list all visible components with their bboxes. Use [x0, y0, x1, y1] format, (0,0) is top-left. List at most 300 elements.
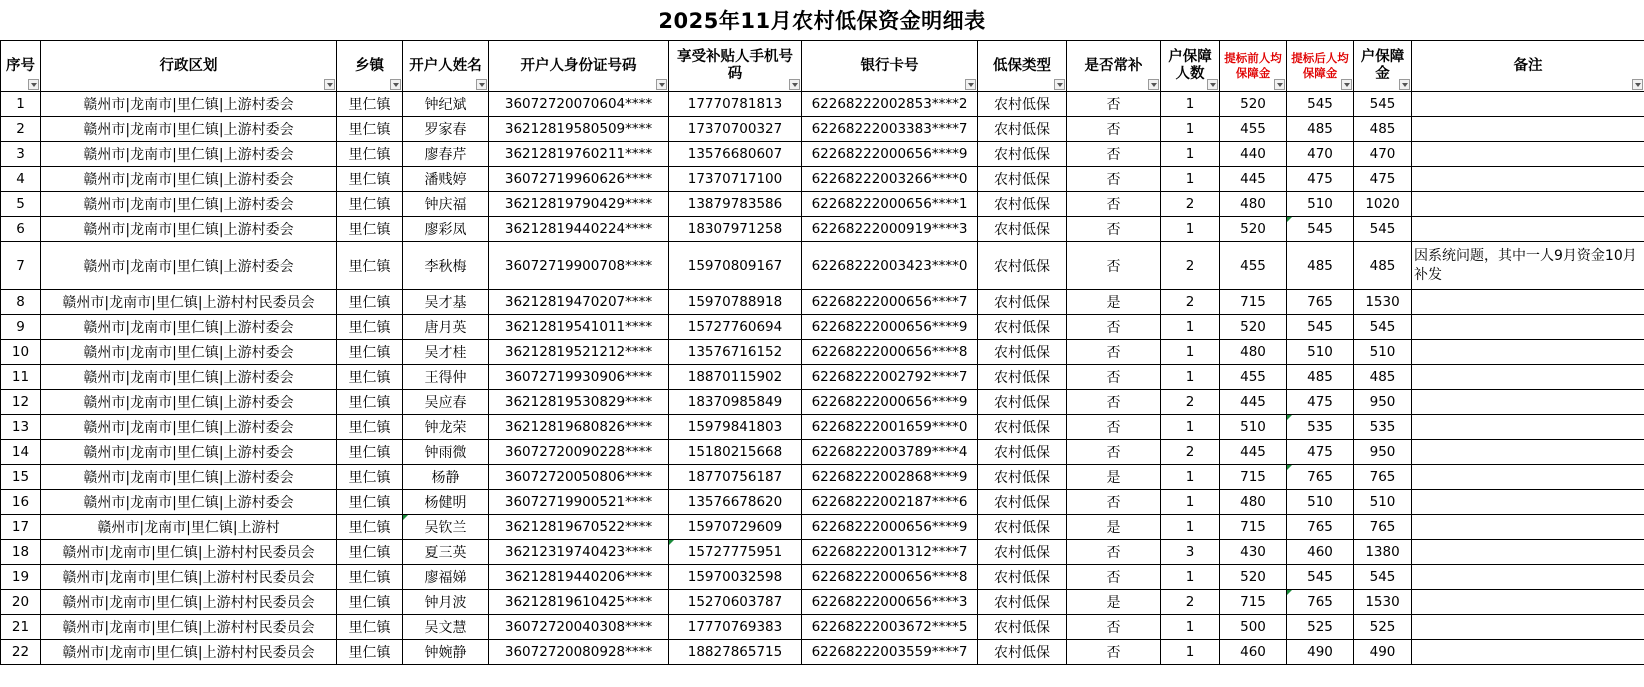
filter-dropdown-icon[interactable]: [1274, 79, 1285, 90]
cell-household-amount[interactable]: 510: [1354, 490, 1412, 515]
cell-index[interactable]: 18: [1, 540, 41, 565]
cell-phone[interactable]: 15979841803: [669, 415, 802, 440]
cell-holder-name[interactable]: 杨静: [403, 465, 489, 490]
cell-before-raise[interactable]: 480: [1220, 192, 1287, 217]
cell-remark[interactable]: [1412, 415, 1644, 440]
header-town[interactable]: 乡镇: [337, 41, 403, 92]
cell-before-raise[interactable]: 455: [1220, 242, 1287, 290]
cell-phone[interactable]: 18827865715: [669, 640, 802, 665]
cell-id-number[interactable]: 36212819530829****: [489, 390, 669, 415]
cell-after-raise[interactable]: 485: [1287, 242, 1354, 290]
cell-persons[interactable]: 2: [1161, 192, 1220, 217]
cell-holder-name[interactable]: 吴钦兰: [403, 515, 489, 540]
cell-type[interactable]: 农村低保: [978, 92, 1067, 117]
cell-town[interactable]: 里仁镇: [337, 192, 403, 217]
cell-before-raise[interactable]: 440: [1220, 142, 1287, 167]
cell-bank-card[interactable]: 62268222002792****7: [802, 365, 978, 390]
cell-regular[interactable]: 否: [1067, 415, 1161, 440]
cell-before-raise[interactable]: 520: [1220, 217, 1287, 242]
cell-index[interactable]: 13: [1, 415, 41, 440]
cell-id-number[interactable]: 36212819541011****: [489, 315, 669, 340]
cell-remark[interactable]: [1412, 315, 1644, 340]
cell-persons[interactable]: 1: [1161, 415, 1220, 440]
cell-region[interactable]: 赣州市|龙南市|里仁镇|上游村委会: [41, 390, 337, 415]
cell-type[interactable]: 农村低保: [978, 365, 1067, 390]
header-bank-card[interactable]: 银行卡号: [802, 41, 978, 92]
cell-index[interactable]: 19: [1, 565, 41, 590]
cell-regular[interactable]: 否: [1067, 315, 1161, 340]
cell-remark[interactable]: [1412, 217, 1644, 242]
cell-bank-card[interactable]: 62268222003423****0: [802, 242, 978, 290]
cell-town[interactable]: 里仁镇: [337, 390, 403, 415]
cell-id-number[interactable]: 36212819470207****: [489, 290, 669, 315]
header-id-number[interactable]: 开户人身份证号码: [489, 41, 669, 92]
cell-remark[interactable]: [1412, 615, 1644, 640]
cell-remark[interactable]: [1412, 390, 1644, 415]
cell-index[interactable]: 3: [1, 142, 41, 167]
cell-id-number[interactable]: 36072720040308****: [489, 615, 669, 640]
cell-after-raise[interactable]: 475: [1287, 440, 1354, 465]
cell-id-number[interactable]: 36072720090228****: [489, 440, 669, 465]
cell-regular[interactable]: 否: [1067, 365, 1161, 390]
header-index[interactable]: 序号: [1, 41, 41, 92]
cell-before-raise[interactable]: 715: [1220, 590, 1287, 615]
header-regular[interactable]: 是否常补: [1067, 41, 1161, 92]
cell-town[interactable]: 里仁镇: [337, 415, 403, 440]
cell-after-raise[interactable]: 525: [1287, 615, 1354, 640]
cell-town[interactable]: 里仁镇: [337, 142, 403, 167]
cell-household-amount[interactable]: 1530: [1354, 290, 1412, 315]
cell-id-number[interactable]: 36072719930906****: [489, 365, 669, 390]
cell-index[interactable]: 2: [1, 117, 41, 142]
cell-before-raise[interactable]: 455: [1220, 117, 1287, 142]
cell-bank-card[interactable]: 62268222003789****4: [802, 440, 978, 465]
cell-after-raise[interactable]: 485: [1287, 365, 1354, 390]
cell-household-amount[interactable]: 485: [1354, 242, 1412, 290]
cell-town[interactable]: 里仁镇: [337, 117, 403, 142]
cell-household-amount[interactable]: 535: [1354, 415, 1412, 440]
cell-holder-name[interactable]: 潘贱婷: [403, 167, 489, 192]
cell-holder-name[interactable]: 廖福娣: [403, 565, 489, 590]
cell-phone[interactable]: 15727775951: [669, 540, 802, 565]
cell-regular[interactable]: 是: [1067, 290, 1161, 315]
cell-remark[interactable]: [1412, 465, 1644, 490]
filter-dropdown-icon[interactable]: [324, 79, 335, 90]
cell-region[interactable]: 赣州市|龙南市|里仁镇|上游村村民委员会: [41, 590, 337, 615]
cell-before-raise[interactable]: 520: [1220, 565, 1287, 590]
cell-persons[interactable]: 1: [1161, 217, 1220, 242]
cell-type[interactable]: 农村低保: [978, 142, 1067, 167]
cell-persons[interactable]: 2: [1161, 290, 1220, 315]
cell-id-number[interactable]: 36072720050806****: [489, 465, 669, 490]
filter-dropdown-icon[interactable]: [789, 79, 800, 90]
cell-id-number[interactable]: 36072720070604****: [489, 92, 669, 117]
cell-id-number[interactable]: 36212819440224****: [489, 217, 669, 242]
cell-id-number[interactable]: 36212819610425****: [489, 590, 669, 615]
filter-dropdown-icon[interactable]: [1341, 79, 1352, 90]
cell-phone[interactable]: 15970809167: [669, 242, 802, 290]
cell-holder-name[interactable]: 吴才桂: [403, 340, 489, 365]
cell-before-raise[interactable]: 445: [1220, 390, 1287, 415]
cell-region[interactable]: 赣州市|龙南市|里仁镇|上游村村民委员会: [41, 540, 337, 565]
cell-holder-name[interactable]: 吴应春: [403, 390, 489, 415]
cell-region[interactable]: 赣州市|龙南市|里仁镇|上游村委会: [41, 440, 337, 465]
cell-index[interactable]: 1: [1, 92, 41, 117]
header-holder-name[interactable]: 开户人姓名: [403, 41, 489, 92]
cell-after-raise[interactable]: 510: [1287, 192, 1354, 217]
cell-index[interactable]: 17: [1, 515, 41, 540]
cell-town[interactable]: 里仁镇: [337, 490, 403, 515]
cell-town[interactable]: 里仁镇: [337, 540, 403, 565]
cell-bank-card[interactable]: 62268222000919****3: [802, 217, 978, 242]
cell-town[interactable]: 里仁镇: [337, 465, 403, 490]
cell-before-raise[interactable]: 520: [1220, 92, 1287, 117]
cell-after-raise[interactable]: 545: [1287, 315, 1354, 340]
cell-household-amount[interactable]: 950: [1354, 390, 1412, 415]
cell-bank-card[interactable]: 62268222000656****9: [802, 142, 978, 167]
cell-id-number[interactable]: 36212819760211****: [489, 142, 669, 167]
cell-regular[interactable]: 否: [1067, 565, 1161, 590]
cell-id-number[interactable]: 36072719900521****: [489, 490, 669, 515]
cell-type[interactable]: 农村低保: [978, 440, 1067, 465]
cell-phone[interactable]: 18370985849: [669, 390, 802, 415]
cell-town[interactable]: 里仁镇: [337, 515, 403, 540]
cell-regular[interactable]: 否: [1067, 490, 1161, 515]
cell-holder-name[interactable]: 钟庆福: [403, 192, 489, 217]
filter-dropdown-icon[interactable]: [1207, 79, 1218, 90]
cell-id-number[interactable]: 36212819680826****: [489, 415, 669, 440]
cell-household-amount[interactable]: 510: [1354, 340, 1412, 365]
cell-index[interactable]: 12: [1, 390, 41, 415]
cell-type[interactable]: 农村低保: [978, 315, 1067, 340]
filter-dropdown-icon[interactable]: [1054, 79, 1065, 90]
cell-household-amount[interactable]: 545: [1354, 565, 1412, 590]
cell-regular[interactable]: 否: [1067, 117, 1161, 142]
cell-index[interactable]: 14: [1, 440, 41, 465]
cell-after-raise[interactable]: 765: [1287, 515, 1354, 540]
cell-phone[interactable]: 15727760694: [669, 315, 802, 340]
cell-type[interactable]: 农村低保: [978, 590, 1067, 615]
cell-after-raise[interactable]: 460: [1287, 540, 1354, 565]
cell-regular[interactable]: 是: [1067, 590, 1161, 615]
cell-household-amount[interactable]: 470: [1354, 142, 1412, 167]
cell-phone[interactable]: 13576680607: [669, 142, 802, 167]
cell-bank-card[interactable]: 62268222002868****9: [802, 465, 978, 490]
cell-remark[interactable]: [1412, 515, 1644, 540]
cell-region[interactable]: 赣州市|龙南市|里仁镇|上游村委会: [41, 217, 337, 242]
cell-persons[interactable]: 1: [1161, 315, 1220, 340]
cell-persons[interactable]: 2: [1161, 242, 1220, 290]
cell-phone[interactable]: 15970788918: [669, 290, 802, 315]
cell-bank-card[interactable]: 62268222003266****0: [802, 167, 978, 192]
cell-after-raise[interactable]: 470: [1287, 142, 1354, 167]
cell-phone[interactable]: 13576678620: [669, 490, 802, 515]
cell-bank-card[interactable]: 62268222001312****7: [802, 540, 978, 565]
cell-household-amount[interactable]: 545: [1354, 217, 1412, 242]
cell-after-raise[interactable]: 545: [1287, 92, 1354, 117]
cell-town[interactable]: 里仁镇: [337, 615, 403, 640]
cell-holder-name[interactable]: 钟婉静: [403, 640, 489, 665]
cell-household-amount[interactable]: 490: [1354, 640, 1412, 665]
cell-phone[interactable]: 15270603787: [669, 590, 802, 615]
cell-type[interactable]: 农村低保: [978, 117, 1067, 142]
cell-household-amount[interactable]: 525: [1354, 615, 1412, 640]
cell-bank-card[interactable]: 62268222002853****2: [802, 92, 978, 117]
cell-remark[interactable]: [1412, 290, 1644, 315]
header-region[interactable]: 行政区划: [41, 41, 337, 92]
cell-index[interactable]: 16: [1, 490, 41, 515]
cell-phone[interactable]: 15970032598: [669, 565, 802, 590]
cell-regular[interactable]: 否: [1067, 192, 1161, 217]
cell-region[interactable]: 赣州市|龙南市|里仁镇|上游村委会: [41, 340, 337, 365]
cell-before-raise[interactable]: 445: [1220, 167, 1287, 192]
cell-persons[interactable]: 2: [1161, 440, 1220, 465]
cell-type[interactable]: 农村低保: [978, 615, 1067, 640]
cell-household-amount[interactable]: 475: [1354, 167, 1412, 192]
cell-region[interactable]: 赣州市|龙南市|里仁镇|上游村委会: [41, 92, 337, 117]
cell-type[interactable]: 农村低保: [978, 490, 1067, 515]
cell-remark[interactable]: [1412, 565, 1644, 590]
cell-region[interactable]: 赣州市|龙南市|里仁镇|上游村委会: [41, 315, 337, 340]
cell-persons[interactable]: 1: [1161, 515, 1220, 540]
header-type[interactable]: 低保类型: [978, 41, 1067, 92]
cell-bank-card[interactable]: 62268222000656****8: [802, 565, 978, 590]
cell-phone[interactable]: 18770756187: [669, 465, 802, 490]
cell-type[interactable]: 农村低保: [978, 242, 1067, 290]
cell-phone[interactable]: 18870115902: [669, 365, 802, 390]
cell-regular[interactable]: 否: [1067, 540, 1161, 565]
cell-type[interactable]: 农村低保: [978, 390, 1067, 415]
cell-phone[interactable]: 17370717100: [669, 167, 802, 192]
filter-dropdown-icon[interactable]: [1632, 79, 1643, 90]
cell-before-raise[interactable]: 510: [1220, 415, 1287, 440]
cell-persons[interactable]: 1: [1161, 490, 1220, 515]
cell-town[interactable]: 里仁镇: [337, 92, 403, 117]
cell-household-amount[interactable]: 765: [1354, 465, 1412, 490]
cell-after-raise[interactable]: 545: [1287, 565, 1354, 590]
cell-phone[interactable]: 17770769383: [669, 615, 802, 640]
cell-id-number[interactable]: 36212819440206****: [489, 565, 669, 590]
cell-household-amount[interactable]: 765: [1354, 515, 1412, 540]
header-after-raise[interactable]: 提标后人均保障金: [1287, 41, 1354, 92]
cell-household-amount[interactable]: 485: [1354, 365, 1412, 390]
cell-persons[interactable]: 1: [1161, 465, 1220, 490]
cell-remark[interactable]: [1412, 540, 1644, 565]
cell-region[interactable]: 赣州市|龙南市|里仁镇|上游村村民委员会: [41, 615, 337, 640]
cell-holder-name[interactable]: 钟月波: [403, 590, 489, 615]
cell-id-number[interactable]: 36212819790429****: [489, 192, 669, 217]
cell-before-raise[interactable]: 480: [1220, 340, 1287, 365]
cell-before-raise[interactable]: 480: [1220, 490, 1287, 515]
cell-id-number[interactable]: 36212319740423****: [489, 540, 669, 565]
cell-index[interactable]: 20: [1, 590, 41, 615]
cell-id-number[interactable]: 36212819521212****: [489, 340, 669, 365]
cell-type[interactable]: 农村低保: [978, 167, 1067, 192]
cell-region[interactable]: 赣州市|龙南市|里仁镇|上游村村民委员会: [41, 290, 337, 315]
header-phone[interactable]: 享受补贴人手机号码: [669, 41, 802, 92]
cell-phone[interactable]: 18307971258: [669, 217, 802, 242]
cell-after-raise[interactable]: 765: [1287, 290, 1354, 315]
cell-after-raise[interactable]: 545: [1287, 217, 1354, 242]
cell-type[interactable]: 农村低保: [978, 540, 1067, 565]
cell-remark[interactable]: [1412, 490, 1644, 515]
cell-phone[interactable]: 15970729609: [669, 515, 802, 540]
cell-before-raise[interactable]: 445: [1220, 440, 1287, 465]
cell-index[interactable]: 5: [1, 192, 41, 217]
cell-region[interactable]: 赣州市|龙南市|里仁镇|上游村委会: [41, 415, 337, 440]
cell-index[interactable]: 21: [1, 615, 41, 640]
cell-household-amount[interactable]: 545: [1354, 315, 1412, 340]
cell-regular[interactable]: 否: [1067, 390, 1161, 415]
cell-bank-card[interactable]: 62268222000656****8: [802, 340, 978, 365]
cell-before-raise[interactable]: 520: [1220, 315, 1287, 340]
filter-dropdown-icon[interactable]: [656, 79, 667, 90]
cell-phone[interactable]: 17770781813: [669, 92, 802, 117]
cell-phone[interactable]: 13879783586: [669, 192, 802, 217]
cell-regular[interactable]: 否: [1067, 440, 1161, 465]
cell-type[interactable]: 农村低保: [978, 290, 1067, 315]
cell-persons[interactable]: 3: [1161, 540, 1220, 565]
cell-household-amount[interactable]: 545: [1354, 92, 1412, 117]
cell-region[interactable]: 赣州市|龙南市|里仁镇|上游村: [41, 515, 337, 540]
cell-town[interactable]: 里仁镇: [337, 365, 403, 390]
cell-after-raise[interactable]: 490: [1287, 640, 1354, 665]
cell-persons[interactable]: 2: [1161, 390, 1220, 415]
cell-region[interactable]: 赣州市|龙南市|里仁镇|上游村村民委员会: [41, 640, 337, 665]
cell-holder-name[interactable]: 王得仲: [403, 365, 489, 390]
cell-before-raise[interactable]: 715: [1220, 515, 1287, 540]
cell-before-raise[interactable]: 455: [1220, 365, 1287, 390]
cell-after-raise[interactable]: 485: [1287, 117, 1354, 142]
cell-after-raise[interactable]: 475: [1287, 167, 1354, 192]
cell-id-number[interactable]: 36212819580509****: [489, 117, 669, 142]
cell-type[interactable]: 农村低保: [978, 340, 1067, 365]
cell-persons[interactable]: 1: [1161, 142, 1220, 167]
cell-type[interactable]: 农村低保: [978, 192, 1067, 217]
cell-holder-name[interactable]: 吴文慧: [403, 615, 489, 640]
cell-after-raise[interactable]: 535: [1287, 415, 1354, 440]
cell-region[interactable]: 赣州市|龙南市|里仁镇|上游村委会: [41, 365, 337, 390]
cell-bank-card[interactable]: 62268222003559****7: [802, 640, 978, 665]
cell-town[interactable]: 里仁镇: [337, 640, 403, 665]
cell-bank-card[interactable]: 62268222000656****9: [802, 315, 978, 340]
cell-index[interactable]: 4: [1, 167, 41, 192]
cell-id-number[interactable]: 36072720080928****: [489, 640, 669, 665]
cell-before-raise[interactable]: 500: [1220, 615, 1287, 640]
cell-type[interactable]: 农村低保: [978, 640, 1067, 665]
cell-bank-card[interactable]: 62268222000656****3: [802, 590, 978, 615]
cell-remark[interactable]: [1412, 167, 1644, 192]
cell-id-number[interactable]: 36072719960626****: [489, 167, 669, 192]
cell-bank-card[interactable]: 62268222000656****9: [802, 515, 978, 540]
cell-region[interactable]: 赣州市|龙南市|里仁镇|上游村委会: [41, 465, 337, 490]
cell-regular[interactable]: 否: [1067, 142, 1161, 167]
cell-bank-card[interactable]: 62268222003383****7: [802, 117, 978, 142]
cell-remark[interactable]: [1412, 440, 1644, 465]
cell-region[interactable]: 赣州市|龙南市|里仁镇|上游村委会: [41, 167, 337, 192]
cell-persons[interactable]: 2: [1161, 590, 1220, 615]
cell-persons[interactable]: 1: [1161, 167, 1220, 192]
cell-household-amount[interactable]: 1020: [1354, 192, 1412, 217]
cell-holder-name[interactable]: 夏三英: [403, 540, 489, 565]
cell-town[interactable]: 里仁镇: [337, 242, 403, 290]
cell-regular[interactable]: 否: [1067, 615, 1161, 640]
cell-type[interactable]: 农村低保: [978, 217, 1067, 242]
cell-index[interactable]: 15: [1, 465, 41, 490]
cell-phone[interactable]: 17370700327: [669, 117, 802, 142]
cell-holder-name[interactable]: 廖春芹: [403, 142, 489, 167]
cell-remark[interactable]: [1412, 117, 1644, 142]
cell-id-number[interactable]: 36212819670522****: [489, 515, 669, 540]
cell-regular[interactable]: 否: [1067, 92, 1161, 117]
filter-dropdown-icon[interactable]: [1148, 79, 1159, 90]
cell-holder-name[interactable]: 廖彩凤: [403, 217, 489, 242]
cell-town[interactable]: 里仁镇: [337, 440, 403, 465]
cell-index[interactable]: 7: [1, 242, 41, 290]
filter-dropdown-icon[interactable]: [28, 79, 39, 90]
cell-persons[interactable]: 1: [1161, 340, 1220, 365]
cell-regular[interactable]: 否: [1067, 167, 1161, 192]
cell-household-amount[interactable]: 485: [1354, 117, 1412, 142]
filter-dropdown-icon[interactable]: [476, 79, 487, 90]
cell-town[interactable]: 里仁镇: [337, 315, 403, 340]
cell-town[interactable]: 里仁镇: [337, 217, 403, 242]
cell-after-raise[interactable]: 765: [1287, 590, 1354, 615]
cell-holder-name[interactable]: 罗家春: [403, 117, 489, 142]
cell-bank-card[interactable]: 62268222002187****6: [802, 490, 978, 515]
cell-phone[interactable]: 13576716152: [669, 340, 802, 365]
filter-dropdown-icon[interactable]: [965, 79, 976, 90]
cell-after-raise[interactable]: 475: [1287, 390, 1354, 415]
cell-remark[interactable]: [1412, 92, 1644, 117]
cell-after-raise[interactable]: 765: [1287, 465, 1354, 490]
header-persons[interactable]: 户保障人数: [1161, 41, 1220, 92]
cell-remark[interactable]: [1412, 640, 1644, 665]
cell-holder-name[interactable]: 钟雨微: [403, 440, 489, 465]
cell-after-raise[interactable]: 510: [1287, 490, 1354, 515]
cell-phone[interactable]: 15180215668: [669, 440, 802, 465]
cell-town[interactable]: 里仁镇: [337, 290, 403, 315]
cell-remark[interactable]: [1412, 590, 1644, 615]
cell-remark[interactable]: [1412, 365, 1644, 390]
cell-type[interactable]: 农村低保: [978, 515, 1067, 540]
cell-index[interactable]: 11: [1, 365, 41, 390]
cell-index[interactable]: 8: [1, 290, 41, 315]
cell-remark[interactable]: 因系统问题，其中一人9月资金10月补发: [1412, 242, 1644, 290]
cell-region[interactable]: 赣州市|龙南市|里仁镇|上游村委会: [41, 490, 337, 515]
cell-before-raise[interactable]: 715: [1220, 465, 1287, 490]
cell-before-raise[interactable]: 460: [1220, 640, 1287, 665]
cell-persons[interactable]: 1: [1161, 117, 1220, 142]
cell-bank-card[interactable]: 62268222000656****7: [802, 290, 978, 315]
cell-regular[interactable]: 否: [1067, 242, 1161, 290]
cell-region[interactable]: 赣州市|龙南市|里仁镇|上游村委会: [41, 142, 337, 167]
header-before-raise[interactable]: 提标前人均保障金: [1220, 41, 1287, 92]
cell-bank-card[interactable]: 62268222000656****1: [802, 192, 978, 217]
cell-remark[interactable]: [1412, 340, 1644, 365]
cell-index[interactable]: 9: [1, 315, 41, 340]
cell-regular[interactable]: 是: [1067, 515, 1161, 540]
cell-region[interactable]: 赣州市|龙南市|里仁镇|上游村村民委员会: [41, 565, 337, 590]
cell-persons[interactable]: 1: [1161, 640, 1220, 665]
cell-bank-card[interactable]: 62268222000656****9: [802, 390, 978, 415]
cell-regular[interactable]: 否: [1067, 340, 1161, 365]
cell-type[interactable]: 农村低保: [978, 565, 1067, 590]
cell-holder-name[interactable]: 吴才基: [403, 290, 489, 315]
filter-dropdown-icon[interactable]: [390, 79, 401, 90]
cell-holder-name[interactable]: 钟纪斌: [403, 92, 489, 117]
cell-regular[interactable]: 是: [1067, 465, 1161, 490]
